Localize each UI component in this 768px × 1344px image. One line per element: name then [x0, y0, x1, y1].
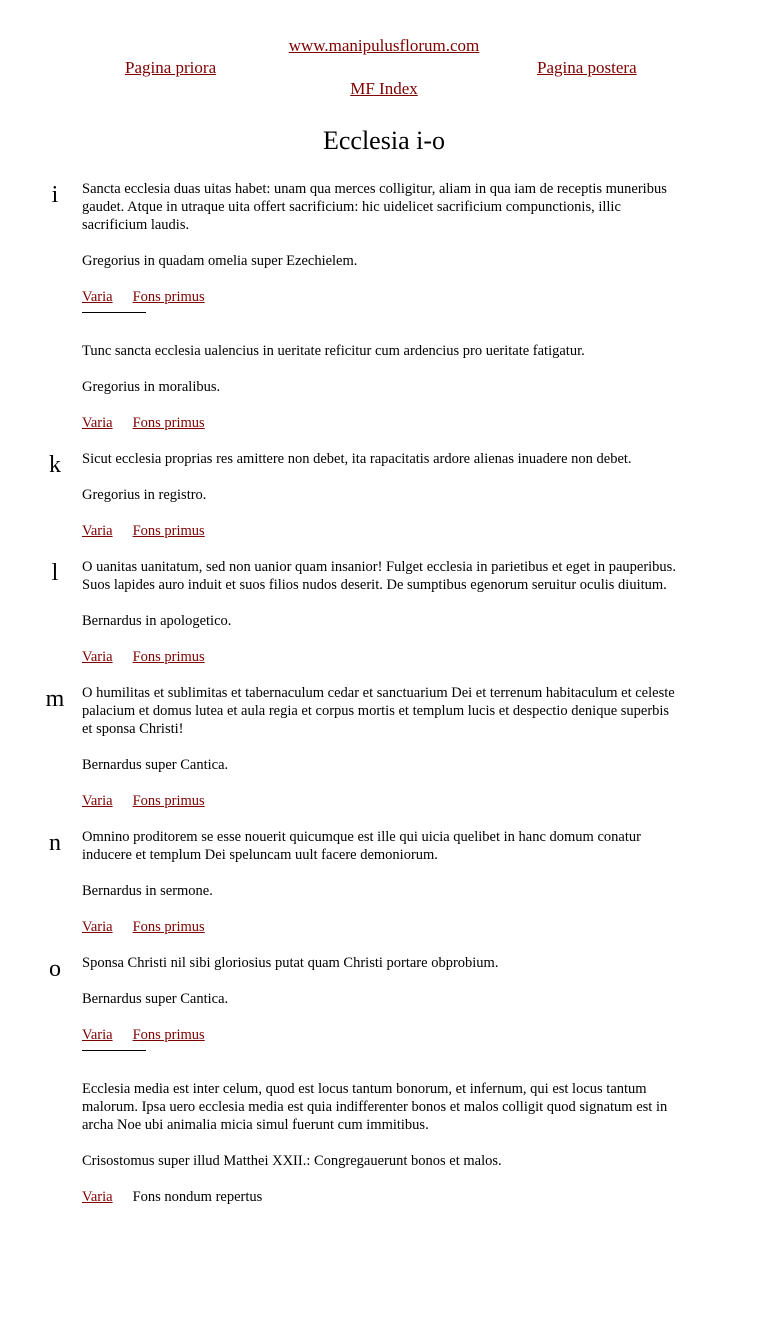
varia-link[interactable]: Varia [82, 523, 113, 539]
fons-primus-link[interactable]: Fons primus [132, 415, 205, 431]
top-navigation [0, 0, 768, 110]
fons-primus-link[interactable]: Fons primus [132, 919, 205, 935]
quotation-source: Gregorius in quadam omelia super Ezechielem. [82, 253, 358, 269]
quotation-links [82, 414, 682, 432]
entry-letter: k [49, 452, 61, 478]
quotation-item [82, 684, 682, 810]
fons-primus-link[interactable]: Fons primus [132, 289, 205, 305]
varia-link[interactable]: Varia [82, 793, 113, 809]
item-divider [82, 312, 146, 313]
quotation-item [82, 828, 682, 936]
varia-link[interactable]: Varia [82, 289, 113, 305]
fons-nondum-repertus-label: Fons nondum repertus [132, 1189, 263, 1205]
quotation-links [82, 288, 682, 306]
quotation-text: Omnino proditorem se esse nouerit quicumque est ille qui uicia quelibet in hanc domum conatur inducere et templum Dei speluncam uult facere demoniorum. [82, 829, 641, 863]
quotation-links [82, 792, 682, 810]
quotation-links [82, 522, 682, 540]
entry-letter: m [45, 686, 65, 712]
item-divider [82, 1050, 146, 1051]
previous-page-link[interactable]: Pagina priora [125, 58, 217, 77]
fons-primus-link[interactable]: Fons primus [132, 649, 205, 665]
quotation-links [82, 1188, 682, 1206]
entry-n [0, 828, 768, 936]
entry-l [0, 558, 768, 666]
quotation-text: O humilitas et sublimitas et tabernaculum cedar et sanctuarium Dei et terrenum habitaculum et celeste palacium et domus lutea et aula regia et corpus mortis et templum lucis et despectio denique superbis et sponsa Christi! [82, 685, 675, 737]
index-link[interactable]: MF Index [350, 79, 418, 98]
entry-i [0, 180, 768, 432]
quotation-links [82, 918, 682, 936]
quotation-source: Crisostomus super illud Matthei XXII.: Congregauerunt bonos et malos. [82, 1153, 502, 1169]
entry-letter: o [49, 956, 61, 982]
quotation-text: O uanitas uanitatum, sed non uanior quam insanior! Fulget ecclesia in parietibus et eget in pauperibus. Suos lapides auro induit et suos filios nudos deserit. De sumptibus egenorum seruitur oculis diuitum. [82, 559, 676, 593]
quotation-source: Bernardus in apologetico. [82, 613, 232, 629]
quotation-links [82, 1026, 682, 1044]
quotation-text: Tunc sancta ecclesia ualencius in ueritate reficitur cum ardencius pro ueritate fatigatur. [82, 343, 585, 359]
fons-primus-link[interactable]: Fons primus [132, 793, 205, 809]
quotation-text: Ecclesia media est inter celum, quod est locus tantum bonorum, et infernum, qui est locus tantum malorum. Ipsa uero ecclesia media est quia indifferenter bonos et malos colligit quod signatum est in archa Noe ubi animalia micia simul fuerunt cum immitibus. [82, 1081, 668, 1133]
entries-list [0, 180, 768, 1224]
varia-link[interactable]: Varia [82, 1027, 113, 1043]
quotation-item [82, 450, 682, 540]
quotation-item [82, 558, 682, 666]
entry-o [0, 954, 768, 1206]
next-page-link[interactable]: Pagina postera [537, 58, 637, 77]
quotation-source: Gregorius in registro. [82, 487, 207, 503]
fons-primus-link[interactable]: Fons primus [132, 523, 205, 539]
varia-link[interactable]: Varia [82, 1189, 113, 1205]
varia-link[interactable]: Varia [82, 649, 113, 665]
quotation-source: Gregorius in moralibus. [82, 379, 221, 395]
page-title: Ecclesia i-o [323, 126, 445, 155]
entry-letter: l [51, 560, 59, 586]
fons-primus-link[interactable]: Fons primus [132, 1027, 205, 1043]
quotation-item [82, 1080, 682, 1206]
quotation-source: Bernardus in sermone. [82, 883, 213, 899]
quotation-item [82, 180, 682, 306]
site-home-link[interactable]: www.manipulusflorum.com [288, 36, 480, 55]
varia-link[interactable]: Varia [82, 415, 113, 431]
quotation-source: Bernardus super Cantica. [82, 757, 229, 773]
quotation-links [82, 648, 682, 666]
quotation-item [82, 342, 682, 432]
quotation-text: Sicut ecclesia proprias res amittere non debet, ita rapacitatis ardore alienas inuadere non debet. [82, 451, 632, 467]
entry-letter: n [49, 830, 61, 856]
quotation-item [82, 954, 682, 1044]
varia-link[interactable]: Varia [82, 919, 113, 935]
entry-m [0, 684, 768, 810]
quotation-text: Sancta ecclesia duas uitas habet: unam qua merces colligitur, aliam in qua iam de receptis muneribus gaudet. Atque in utraque uita offert sacrificium: hic uidelicet sacrificium compunctionis, illic sacrificium laudis. [82, 181, 667, 233]
entry-k [0, 450, 768, 540]
entry-letter: i [51, 182, 59, 208]
quotation-text: Sponsa Christi nil sibi gloriosius putat quam Christi portare obprobium. [82, 955, 499, 971]
quotation-source: Bernardus super Cantica. [82, 991, 229, 1007]
